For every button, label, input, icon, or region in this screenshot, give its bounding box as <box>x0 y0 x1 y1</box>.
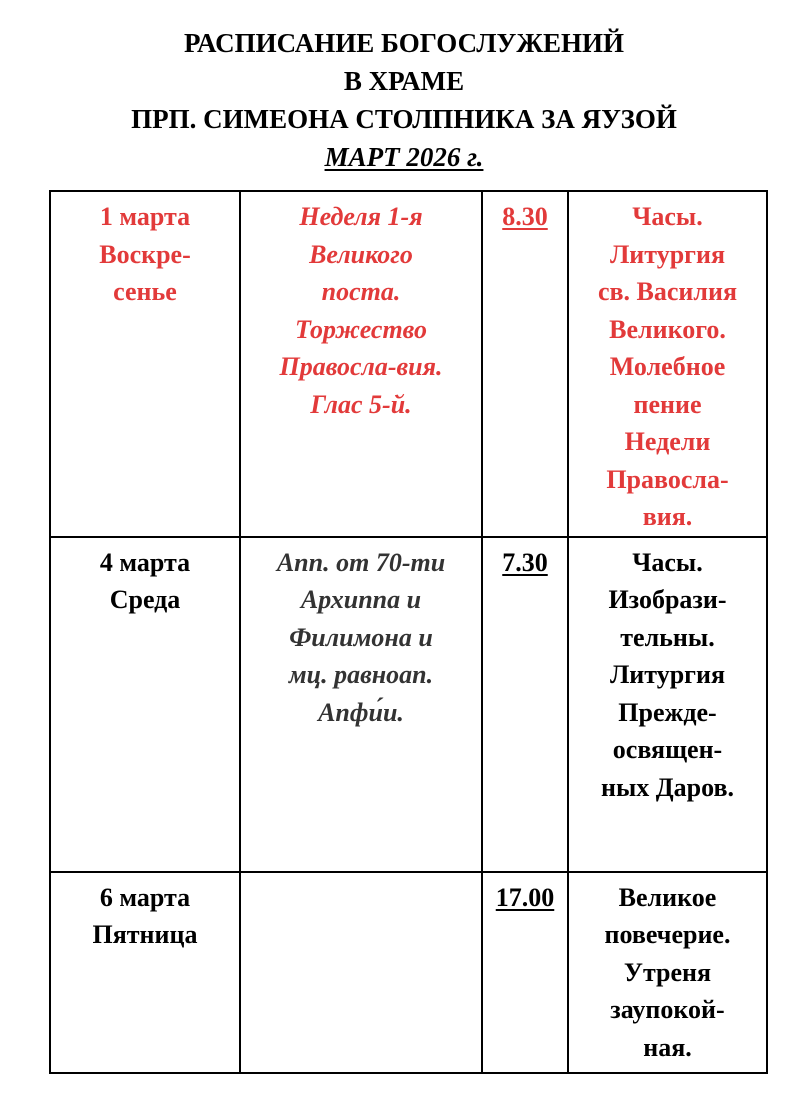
header-title-line-2: В ХРАМЕ <box>343 66 465 96</box>
time-text: 17.00 <box>495 882 555 912</box>
service-cell <box>568 537 767 872</box>
service-cell <box>568 191 767 537</box>
service-text: Часы. Литургия св. Василия Великого. Молебное пение Недели Правосла- вия. <box>597 202 738 531</box>
schedule-row-mar-1 <box>50 191 767 537</box>
feast-text: Апп. от 70-ти Архиппа и Филимона и мц. равноап. Апфи́и. <box>276 547 446 727</box>
service-text: Великое повечерие. Утреня заупокой- ная. <box>604 882 731 1062</box>
header-title-line-1: РАСПИСАНИЕ БОГОСЛУЖЕНИЙ <box>183 28 625 58</box>
schedule-header <box>0 24 808 176</box>
date-text: 6 марта Пятница <box>92 882 198 949</box>
date-cell <box>50 872 240 1073</box>
service-text: Часы. Изобрази- тельны. Литургия Прежде- освящен- ных Даров. <box>600 547 735 802</box>
time-cell <box>482 191 568 537</box>
feast-cell <box>240 537 482 872</box>
time-cell <box>482 872 568 1073</box>
time-cell <box>482 537 568 872</box>
date-text: 4 марта Среда <box>99 547 191 614</box>
service-cell <box>568 872 767 1073</box>
time-text: 7.30 <box>502 547 548 577</box>
time-text: 8.30 <box>502 202 548 231</box>
date-cell <box>50 537 240 872</box>
schedule-table <box>49 190 768 1074</box>
feast-cell <box>240 872 482 1073</box>
schedule-row-mar-6 <box>50 872 767 1073</box>
header-month: МАРТ 2026 г. <box>324 142 484 172</box>
feast-text: Неделя 1-я Великого поста. Торжество Правосла-вия. Глас 5-й. <box>279 202 443 419</box>
date-cell <box>50 191 240 537</box>
feast-cell <box>240 191 482 537</box>
header-church-name: ПРП. СИМЕОНА СТОЛПНИКА ЗА ЯУЗОЙ <box>131 104 677 134</box>
date-text: 1 марта Воскре- сенье <box>99 202 191 306</box>
schedule-row-mar-4 <box>50 537 767 872</box>
